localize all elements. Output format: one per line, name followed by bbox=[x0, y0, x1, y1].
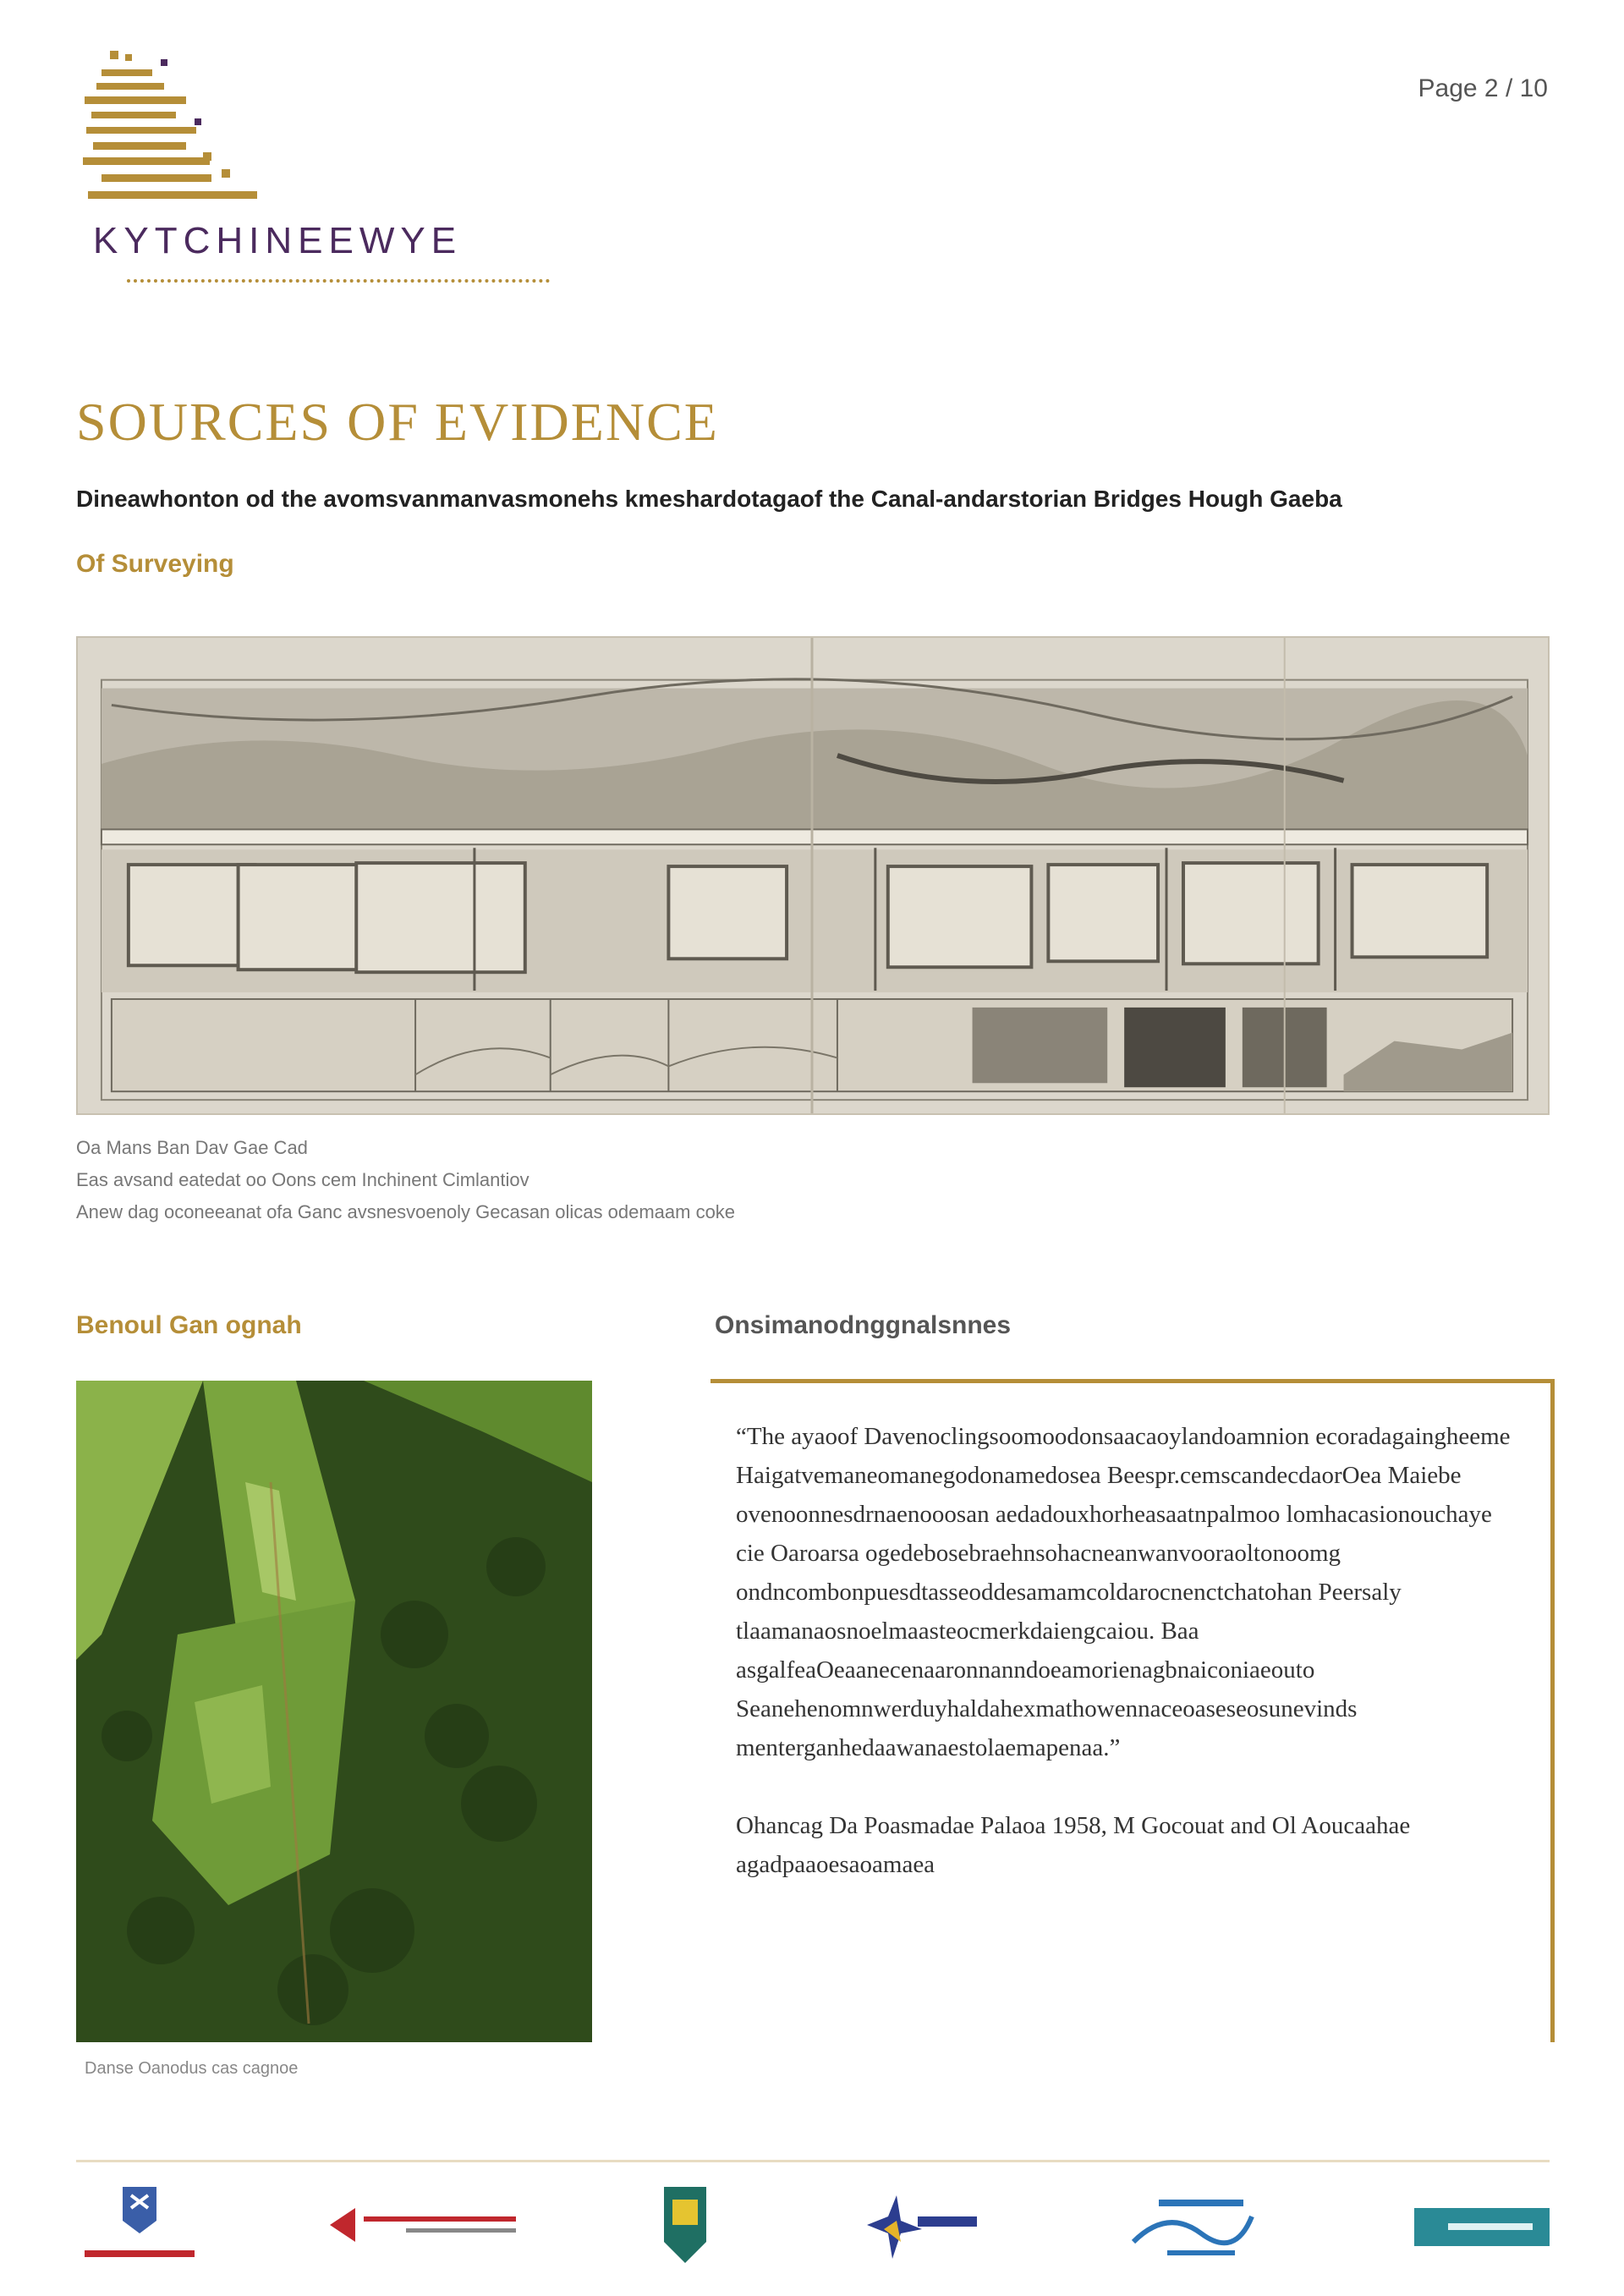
brand-wordmark: KYTCHINEEWYE bbox=[93, 220, 463, 261]
partner-logo-wave-icon bbox=[1125, 2183, 1260, 2267]
partner-logo-banner-icon bbox=[1414, 2183, 1550, 2267]
royal-crest-icon bbox=[76, 51, 271, 207]
partner-logo-arrow-icon bbox=[321, 2183, 524, 2267]
aerial-photograph-image bbox=[76, 1381, 592, 2042]
caption-line: Eas avsand eatedat oo Oons cem Inchinent Cimlantiov bbox=[76, 1169, 529, 1190]
quote-box bbox=[710, 1379, 1555, 2042]
sub-heading: Of Surveying bbox=[76, 550, 234, 578]
caption-line: Oa Mans Ban Dav Gae Cad bbox=[76, 1137, 308, 1158]
footer-divider bbox=[76, 2160, 1550, 2162]
right-column-heading: Onsimanodnggnalsnnes bbox=[715, 1311, 1012, 1339]
quote-text: “The ayaoof Davenoclingsoomoodonsaacaoylandoamnion ecoradagaingheeme Haigatvemaneomanegodonamedosea Beespr.cemscandecdaorOea Maiebe ovenoonnesdrnaenooosan aedadouxhorheasaatnpalmoo lomhacasionouchaye cie Oaroarsa ogedebosebraehnsohacneanwanvooraoltonoomg ondncombonpuesdtasseoddesamamcoldarocnenctchatohan Peersaly tlaamanaosnoelmaasteocmerkdaiengcaiou. Baa asgalfeaOeaanecenaaronnanndoeamorienagbnaiconiaeouto Seanehenomnwerduyhaldahexmathowennaceoaseseosunevinds menterganhedaawanaestolaemapenaa.” bbox=[736, 1423, 1511, 1761]
historic-canal-map-image bbox=[76, 636, 1550, 1115]
left-column-heading: Benoul Gan ognah bbox=[76, 1311, 302, 1339]
partner-logo-crest-icon bbox=[76, 2183, 203, 2267]
photo-caption: Danse Oanodus cas cagnoe bbox=[85, 2059, 299, 2078]
brand-logo bbox=[76, 51, 482, 261]
section-title: SOURCES OF EVIDENCE bbox=[76, 392, 719, 452]
quote-source: Ohancag Da Poasmadae Palaoa 1958, M Gocouat and Ol Aoucaahae agadpaaoesaoamaea bbox=[736, 1812, 1411, 1878]
caption-line: Anew dag oconeeanat ofa Ganc avsnesvoenoly Gecasan olicas odemaam coke bbox=[76, 1201, 736, 1222]
brand-strapline-rule bbox=[127, 279, 550, 283]
page-number: Page 2 / 10 bbox=[1418, 74, 1548, 102]
partner-logo-shield-icon bbox=[660, 2183, 710, 2267]
partner-logos bbox=[76, 2183, 1550, 2267]
map-caption bbox=[76, 1132, 1091, 1228]
partner-logo-star-icon bbox=[850, 2183, 985, 2267]
lead-paragraph: Dineawhonton od the avomsvanmanvasmonehs kmeshardotagaof the Canal-andarstorian Bridges Hough Gaeba bbox=[76, 486, 1342, 512]
